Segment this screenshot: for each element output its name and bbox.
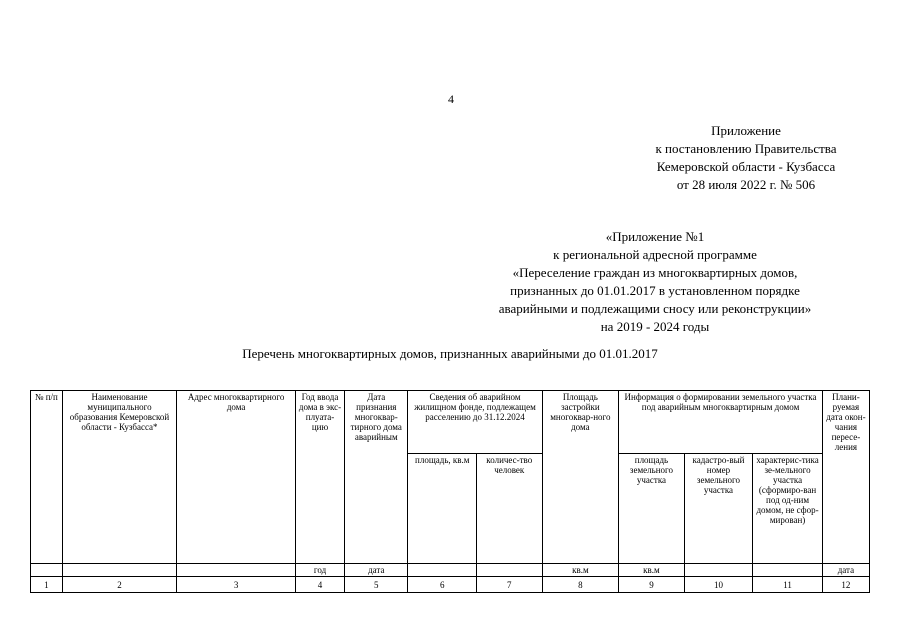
appendix-header [626, 122, 866, 194]
header-land-characteristic: характерис-тика зе-мельного участка (сформиро-ван под од-ним домом, не сфор-мирован) [753, 454, 823, 564]
column-number: 6 [408, 577, 477, 593]
column-number: 8 [542, 577, 619, 593]
appendix-line: Приложение [711, 123, 781, 138]
program-header [455, 228, 855, 336]
header-building-footprint: Площадь застройки многоквар-ного дома [542, 391, 619, 564]
header-municipality: Наименование муниципального образования Кемеровской области - Кузбасса* [62, 391, 177, 564]
appendix-line: от 28 июля 2022 г. № 506 [676, 177, 816, 192]
column-number: 1 [31, 577, 63, 593]
program-line: признанных до 01.01.2017 в установленном порядке [510, 283, 800, 298]
unit-cell [477, 564, 542, 577]
header-row [31, 391, 870, 454]
unit-cell [62, 564, 177, 577]
unit-cell [753, 564, 823, 577]
document-title: Перечень многоквартирных домов, признанных аварийными до 01.01.2017 [242, 346, 658, 361]
column-number: 2 [62, 577, 177, 593]
column-numbers-row [31, 577, 870, 593]
unit-cell [31, 564, 63, 577]
header-planned-date: Плани-руемая дата окон-чания пересе-ления [822, 391, 869, 564]
header-land-info: Информация о формировании земельного участка под аварийным многоквартирным домом [619, 391, 823, 454]
unit-cell [684, 564, 753, 577]
unit-date: дата [345, 564, 408, 577]
column-number: 11 [753, 577, 823, 593]
page-number: 4 [448, 92, 454, 106]
header-people: количес-тво человек [477, 454, 542, 564]
header-land-area: площадь земельного участка [619, 454, 684, 564]
program-line: на 2019 - 2024 годы [600, 319, 710, 334]
unit-cell [177, 564, 296, 577]
unit-date: дата [822, 564, 869, 577]
appendix-line: к постановлению Правительства [655, 141, 837, 156]
column-number: 12 [822, 577, 869, 593]
unit-sqm: кв.м [619, 564, 684, 577]
column-number: 7 [477, 577, 542, 593]
program-line: «Приложение №1 [605, 229, 705, 244]
header-recognition-date: Дата признания многоквар-тирного дома аварийным [345, 391, 408, 564]
header-year-built: Год ввода дома в экс-плуата-цию [295, 391, 344, 564]
unit-cell [408, 564, 477, 577]
units-row [31, 564, 870, 577]
header-housing-info: Сведения об аварийном жилищном фонде, подлежащем расселению до 31.12.2024 [408, 391, 542, 454]
header-num: № п/п [31, 391, 63, 564]
unit-sqm: кв.м [542, 564, 619, 577]
appendix-line: Кемеровской области - Кузбасса [656, 159, 836, 174]
program-line: «Переселение граждан из многоквартирных домов, [512, 265, 798, 280]
unit-year: год [295, 564, 344, 577]
column-number: 4 [295, 577, 344, 593]
header-area: площадь, кв.м [408, 454, 477, 564]
column-number: 9 [619, 577, 684, 593]
column-number: 5 [345, 577, 408, 593]
column-number: 3 [177, 577, 296, 593]
housing-table [30, 390, 870, 593]
program-line: к региональной адресной программе [553, 247, 757, 262]
program-line: аварийными и подлежащими сносу или реконструкции» [498, 301, 812, 316]
header-cadastral-number: кадастро-вый номер земельного участка [684, 454, 753, 564]
header-address: Адрес многоквартирного дома [177, 391, 296, 564]
column-number: 10 [684, 577, 753, 593]
